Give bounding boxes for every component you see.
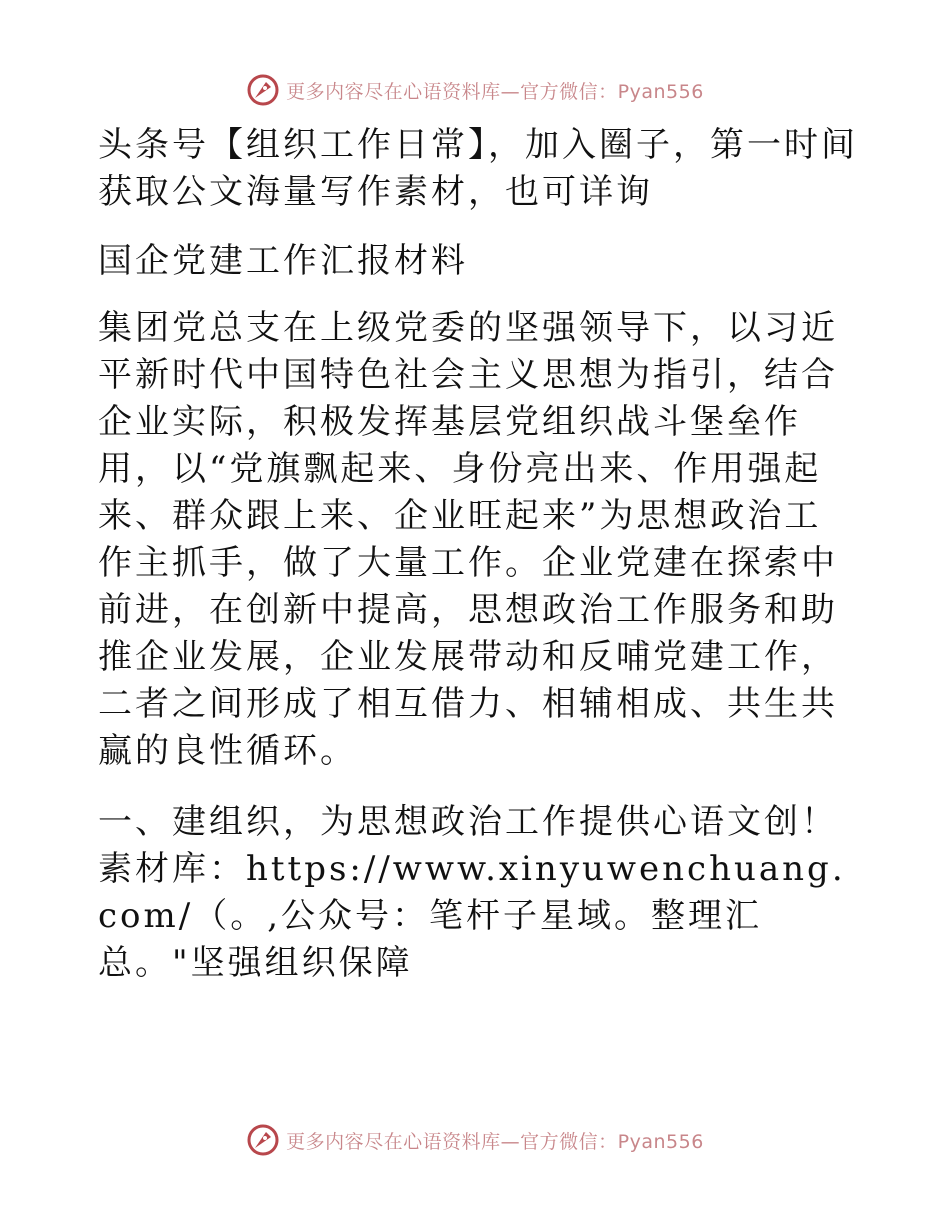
pen-nib-circle-icon	[246, 73, 280, 107]
watermark-footer	[0, 1120, 950, 1160]
watermark-text: 更多内容尽在心语资料库—官方微信：Pyan556	[286, 1130, 704, 1153]
body-paragraph-1: 集团党总支在上级党委的坚强领导下，以习近平新时代中国特色社会主义思想为指引，结合企业实际，积极发挥基层党组织战斗堡垒作用，以“党旗飘起来、身份亮出来、作用强起来、群众跟上来、企业旺起来”为思想政治工作主抓手，做了大量工作。企业党建在探索中前进，在创新中提高，思想政治工作服务和助推企业发展，企业发展带动和反哺党建工作，二者之间形成了相互借力、相辅相成、共生共赢的良性循环。	[98, 308, 838, 771]
intro-paragraph: 头条号【组织工作日常】，加入圈子，第一时间获取公文海量写作素材，也可详询	[98, 125, 858, 212]
watermark-header	[0, 70, 950, 110]
body-paragraph-2: 一、建组织，为思想政治工作提供心语文创！素材库：https://www.xinyuwenchuang.com/（。,公众号：笔杆子星域。整理汇总。"坚强组织保障	[98, 802, 846, 983]
document-title: 国企党建工作汇报材料	[98, 241, 468, 281]
watermark-text: 更多内容尽在心语资料库—官方微信：Pyan556	[286, 80, 704, 103]
pen-nib-circle-icon	[246, 1123, 280, 1157]
document-body	[98, 122, 858, 987]
